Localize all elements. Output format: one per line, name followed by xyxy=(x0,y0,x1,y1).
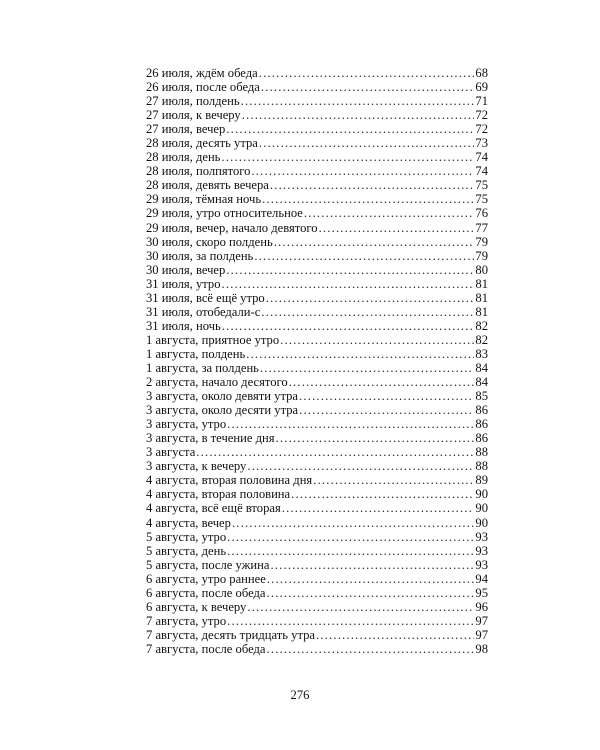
toc-entry-label: 3 августа xyxy=(146,445,196,460)
toc-dot-leader xyxy=(267,642,475,656)
toc-entry-label: 3 августа, утро xyxy=(146,417,227,432)
toc-entry-label: 3 августа, в течение дня xyxy=(146,431,275,446)
toc-entry-label: 1 августа, приятное утро xyxy=(146,332,280,347)
toc-entry-label: 1 августа, полдень xyxy=(146,346,246,361)
toc-entry-label: 27 июля, вечер xyxy=(146,122,226,137)
toc-entry-page: 97 xyxy=(475,627,488,642)
toc-dot-leader xyxy=(282,501,475,515)
toc-entry-page: 80 xyxy=(475,262,488,277)
toc-entry-page: 88 xyxy=(475,445,488,460)
toc-entry xyxy=(146,530,488,544)
toc-dot-leader xyxy=(267,572,475,586)
toc-dot-leader xyxy=(319,221,475,235)
toc-entry-page: 89 xyxy=(475,473,488,488)
toc-entry xyxy=(146,136,488,150)
toc-entry-page: 84 xyxy=(475,375,488,390)
toc-entry-label: 3 августа, около десяти утра xyxy=(146,403,299,418)
toc-entry xyxy=(146,108,488,122)
toc-entry xyxy=(146,600,488,614)
toc-entry-label: 7 августа, утро xyxy=(146,613,227,628)
toc-entry-page: 76 xyxy=(475,206,488,221)
toc-dot-leader xyxy=(247,600,474,614)
toc-dot-leader xyxy=(247,459,474,473)
toc-entry-label: 5 августа, утро xyxy=(146,529,227,544)
toc-entry-label: 6 августа, после обеда xyxy=(146,585,266,600)
toc-entry-page: 71 xyxy=(475,94,488,109)
toc-entry xyxy=(146,319,488,333)
toc-entry-label: 6 августа, утро раннее xyxy=(146,571,266,586)
toc-entry-label: 7 августа, после обеда xyxy=(146,641,266,656)
toc-dot-leader xyxy=(267,586,475,600)
toc-dot-leader xyxy=(274,235,475,249)
toc-entry-page: 82 xyxy=(475,318,488,333)
toc-dot-leader xyxy=(280,333,474,347)
toc-entry xyxy=(146,586,488,600)
toc-entry-page: 72 xyxy=(475,108,488,123)
toc-entry xyxy=(146,473,488,487)
toc-entry-label: 26 июля, ждём обеда xyxy=(146,66,258,80)
toc-entry-label: 28 июля, десять утра xyxy=(146,136,258,151)
toc-dot-leader xyxy=(299,403,474,417)
toc-dot-leader xyxy=(304,206,475,220)
toc-dot-leader xyxy=(259,136,475,150)
toc-dot-leader xyxy=(260,361,474,375)
toc-entry xyxy=(146,431,488,445)
toc-entry-page: 69 xyxy=(475,80,488,95)
toc-entry xyxy=(146,487,488,501)
toc-entry xyxy=(146,628,488,642)
toc-dot-leader xyxy=(226,122,474,136)
toc-entry-label: 4 августа, вторая половина xyxy=(146,487,291,502)
toc-entry-page: 90 xyxy=(475,501,488,516)
toc-dot-leader xyxy=(196,445,474,459)
toc-entry xyxy=(146,347,488,361)
toc-entry xyxy=(146,417,488,431)
toc-dot-leader xyxy=(270,178,475,192)
toc-entry-page: 73 xyxy=(475,136,488,151)
toc-dot-leader xyxy=(254,249,474,263)
toc-entry xyxy=(146,445,488,459)
toc-entry-page: 81 xyxy=(475,276,488,291)
toc-entry-page: 81 xyxy=(475,304,488,319)
toc-entry xyxy=(146,235,488,249)
toc-entry-label: 28 июля, полпятого xyxy=(146,164,251,179)
toc-entry-page: 98 xyxy=(475,641,488,656)
toc-entry-label: 4 августа, вторая половина дня xyxy=(146,473,313,488)
toc-entry-label: 28 июля, день xyxy=(146,150,221,165)
toc-entry-page: 75 xyxy=(475,178,488,193)
toc-dot-leader xyxy=(241,94,475,108)
toc-entry-label: 1 августа, за полдень xyxy=(146,360,259,375)
toc-dot-leader xyxy=(222,319,475,333)
toc-entry xyxy=(146,642,488,656)
toc-entry-page: 85 xyxy=(475,389,488,404)
toc-entry xyxy=(146,361,488,375)
toc-entry-page: 79 xyxy=(475,234,488,249)
toc-dot-leader xyxy=(262,192,474,206)
toc-dot-leader xyxy=(227,544,474,558)
toc-entry-label: 2 августа, начало десятого xyxy=(146,375,288,390)
toc-entry xyxy=(146,94,488,108)
toc-dot-leader xyxy=(226,263,474,277)
toc-entry-page: 94 xyxy=(475,571,488,586)
toc-entry-page: 90 xyxy=(475,515,488,530)
toc-entry-page: 86 xyxy=(475,403,488,418)
toc-entry-label: 5 августа, день xyxy=(146,543,227,558)
toc-entry xyxy=(146,66,488,80)
toc-dot-leader xyxy=(232,516,474,530)
toc-entry-page: 79 xyxy=(475,248,488,263)
toc-entry xyxy=(146,305,488,319)
toc-entry xyxy=(146,164,488,178)
toc-entry xyxy=(146,614,488,628)
toc-entry-label: 30 июля, вечер xyxy=(146,262,226,277)
table-of-contents xyxy=(146,66,488,656)
toc-entry-label: 6 августа, к вечеру xyxy=(146,599,247,614)
toc-dot-leader xyxy=(227,614,474,628)
toc-entry xyxy=(146,249,488,263)
toc-dot-leader xyxy=(227,530,474,544)
toc-entry-label: 3 августа, около девяти утра xyxy=(146,389,299,404)
toc-dot-leader xyxy=(261,305,474,319)
toc-entry xyxy=(146,544,488,558)
toc-dot-leader xyxy=(259,66,475,80)
toc-entry-label: 4 августа, всё ещё вторая xyxy=(146,501,281,516)
toc-entry xyxy=(146,80,488,94)
toc-entry-page: 74 xyxy=(475,164,488,179)
toc-entry-page: 95 xyxy=(475,585,488,600)
toc-entry-label: 31 июля, всё ещё утро xyxy=(146,290,265,305)
toc-entry xyxy=(146,263,488,277)
toc-dot-leader xyxy=(289,375,475,389)
toc-entry-label: 3 августа, к вечеру xyxy=(146,459,247,474)
toc-entry-label: 29 июля, утро относительное xyxy=(146,206,303,221)
toc-entry-page: 93 xyxy=(475,543,488,558)
toc-entry-page: 96 xyxy=(475,599,488,614)
toc-entry xyxy=(146,221,488,235)
toc-entry-page: 77 xyxy=(475,220,488,235)
toc-entry-label: 26 июля, после обеда xyxy=(146,80,260,95)
toc-entry xyxy=(146,389,488,403)
toc-entry-label: 31 июля, утро xyxy=(146,276,221,291)
toc-entry-label: 4 августа, вечер xyxy=(146,515,231,530)
toc-entry xyxy=(146,122,488,136)
toc-dot-leader xyxy=(261,80,475,94)
toc-entry-label: 29 июля, тёмная ночь xyxy=(146,192,262,207)
toc-entry-page: 72 xyxy=(475,122,488,137)
toc-dot-leader xyxy=(291,487,474,501)
toc-entry xyxy=(146,206,488,220)
toc-entry-page: 86 xyxy=(475,417,488,432)
toc-entry xyxy=(146,558,488,572)
toc-entry xyxy=(146,516,488,530)
toc-dot-leader xyxy=(270,558,474,572)
toc-entry-page: 90 xyxy=(475,487,488,502)
toc-entry-page: 93 xyxy=(475,557,488,572)
page-number: 276 xyxy=(290,688,310,702)
toc-dot-leader xyxy=(251,164,474,178)
toc-dot-leader xyxy=(246,347,474,361)
toc-entry xyxy=(146,459,488,473)
toc-dot-leader xyxy=(242,108,475,122)
toc-dot-leader xyxy=(276,431,475,445)
toc-entry-label: 28 июля, девять вечера xyxy=(146,178,269,193)
toc-entry-page: 88 xyxy=(475,459,488,474)
toc-entry xyxy=(146,375,488,389)
toc-entry xyxy=(146,572,488,586)
toc-entry xyxy=(146,192,488,206)
toc-entry-label: 27 июля, полдень xyxy=(146,94,240,109)
toc-entry-page: 84 xyxy=(475,360,488,375)
toc-dot-leader xyxy=(313,473,474,487)
toc-dot-leader xyxy=(299,389,474,403)
toc-entry-page: 75 xyxy=(475,192,488,207)
toc-entry-page: 82 xyxy=(475,332,488,347)
toc-dot-leader xyxy=(266,291,475,305)
toc-entry xyxy=(146,150,488,164)
toc-entry-label: 30 июля, за полдень xyxy=(146,248,254,263)
toc-entry xyxy=(146,178,488,192)
toc-entry-page: 74 xyxy=(475,150,488,165)
toc-entry-page: 86 xyxy=(475,431,488,446)
toc-entry-page: 93 xyxy=(475,529,488,544)
toc-entry-label: 31 июля, ночь xyxy=(146,318,221,333)
toc-dot-leader xyxy=(221,150,474,164)
toc-entry-label: 30 июля, скоро полдень xyxy=(146,234,273,249)
toc-entry-page: 68 xyxy=(475,66,488,80)
toc-entry xyxy=(146,277,488,291)
toc-entry-label: 27 июля, к вечеру xyxy=(146,108,241,123)
toc-entry xyxy=(146,291,488,305)
toc-dot-leader xyxy=(222,277,475,291)
toc-dot-leader xyxy=(316,628,474,642)
toc-entry xyxy=(146,333,488,347)
toc-entry-label: 31 июля, отобедали-с xyxy=(146,304,261,319)
toc-entry-page: 97 xyxy=(475,613,488,628)
toc-entry-label: 29 июля, вечер, начало девятого xyxy=(146,220,318,235)
toc-entry-label: 5 августа, после ужина xyxy=(146,557,270,572)
toc-entry-page: 81 xyxy=(475,290,488,305)
toc-entry xyxy=(146,501,488,515)
toc-entry-page: 83 xyxy=(475,346,488,361)
toc-entry xyxy=(146,403,488,417)
toc-dot-leader xyxy=(227,417,474,431)
toc-entry-label: 7 августа, десять тридцать утра xyxy=(146,627,316,642)
